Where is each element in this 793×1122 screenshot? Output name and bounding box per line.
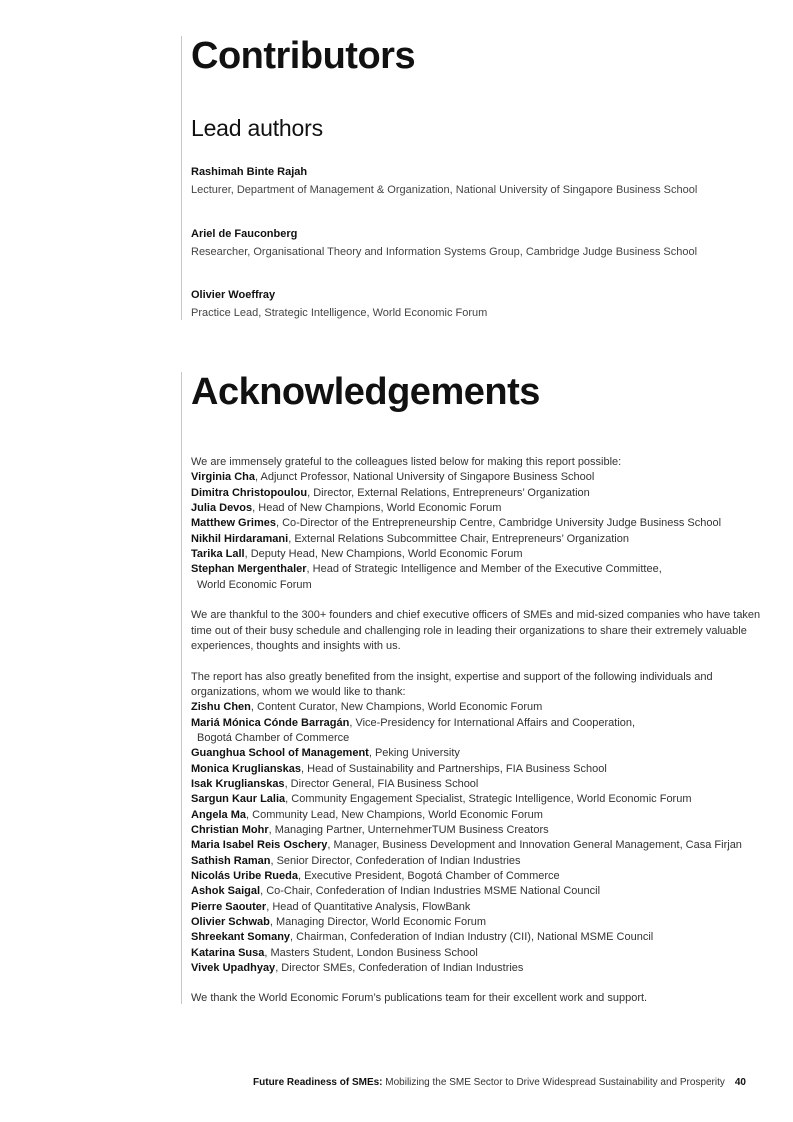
person-role: , Vice-Presidency for International Affairs and Cooperation,	[349, 716, 636, 729]
list-item	[191, 501, 781, 516]
benefit-intro-paragraph: The report has also greatly benefited from the insight, expertise and support of the following individuals and organizations, whom we would like to thank:	[191, 670, 713, 698]
footer-report-title: Future Readiness of SMEs:	[253, 1077, 383, 1088]
person-role: , Adjunct Professor, National University of Singapore Business School	[254, 471, 595, 484]
author-name: Olivier Woeffray	[191, 289, 276, 301]
person-name: Monica Kruglianskas	[191, 762, 302, 775]
founders-paragraph: We are thankful to the 300+ founders and chief executive officers of SMEs and mid-sized companies who have taken time out of their busy schedule and challenging role in leading their organizations to share their extremely valuable experiences, thoughts and insights with us.	[191, 609, 761, 652]
person-name: Olivier Schwab	[191, 915, 270, 928]
list-item	[191, 915, 781, 930]
person-name: Katarina Susa	[191, 946, 265, 959]
person-role: , Peking University	[368, 747, 460, 760]
list-item	[191, 838, 781, 853]
person-name: Maria Isabel Reis Oschery	[191, 839, 328, 852]
list-item	[191, 486, 781, 501]
list-item	[191, 700, 781, 715]
person-role: , Deputy Head, New Champions, World Economic Forum	[244, 547, 523, 560]
author-role: Lecturer, Department of Management & Organization, National University of Singapore Business School	[191, 184, 698, 196]
page-footer	[0, 1077, 746, 1088]
list-item	[191, 854, 781, 869]
page-number: 40	[734, 1077, 746, 1088]
list-item	[191, 547, 781, 562]
person-role: , Community Engagement Specialist, Strategic Intelligence, World Economic Forum	[285, 793, 692, 806]
list-item	[191, 716, 781, 747]
author-role: Practice Lead, Strategic Intelligence, World Economic Forum	[191, 307, 488, 319]
closing-paragraph: We thank the World Economic Forum’s publications team for their excellent work and support.	[191, 992, 648, 1005]
author-entry	[191, 286, 781, 322]
footer-subtitle: Mobilizing the SME Sector to Drive Widespread Sustainability and Prosperity	[382, 1077, 725, 1088]
list-item	[191, 532, 781, 547]
person-name: Zishu Chen	[191, 701, 251, 714]
person-name: Sargun Kaur Lalia	[191, 793, 286, 806]
person-name: Sathish Raman	[191, 854, 271, 867]
person-role: , Community Lead, New Champions, World Economic Forum	[246, 808, 543, 821]
person-role: , External Relations Subcommittee Chair, Entrepreneurs’ Organization	[288, 532, 629, 545]
person-role: , Director SMEs, Confederation of Indian Industries	[275, 961, 524, 974]
person-name: Julia Devos	[191, 501, 253, 514]
person-role: , Manager, Business Development and Innovation General Management, Casa Firjan	[327, 839, 742, 852]
person-role: , Executive President, Bogotá Chamber of Commerce	[297, 869, 560, 882]
person-name: Pierre Saouter	[191, 900, 267, 913]
person-role: , Chairman, Confederation of Indian Industry (CII), National MSME Council	[290, 931, 654, 944]
author-entry	[191, 225, 781, 261]
list-item	[191, 869, 781, 884]
author-name: Rashimah Binte Rajah	[191, 166, 308, 178]
person-name: Matthew Grimes	[191, 517, 276, 530]
acknowledgements-title: Acknowledgements	[191, 371, 540, 413]
person-role: , Head of New Champions, World Economic Forum	[252, 501, 502, 514]
supporters-list	[191, 700, 781, 976]
list-item	[191, 516, 781, 531]
list-item	[191, 792, 781, 807]
person-role: , Masters Student, London Business School	[264, 946, 478, 959]
list-item	[191, 808, 781, 823]
author-entry	[191, 163, 781, 199]
lead-authors-heading: Lead authors	[191, 115, 323, 141]
person-name: Nicolás Uribe Rueda	[191, 869, 298, 882]
person-name: Christian Mohr	[191, 823, 269, 836]
list-item	[191, 946, 781, 961]
acknowledgements-section	[181, 372, 762, 1004]
list-item	[191, 823, 781, 838]
person-name: Isak Kruglianskas	[191, 777, 285, 790]
person-role: , Co-Director of the Entrepreneurship Centre, Cambridge University Judge Business School	[275, 517, 722, 530]
list-item	[191, 746, 781, 761]
person-name: Tarika Lall	[191, 547, 245, 560]
person-name: Nikhil Hirdaramani	[191, 532, 289, 545]
list-item	[191, 930, 781, 945]
person-name: Mariá Mónica Cónde Barragán	[191, 716, 350, 729]
list-item	[191, 562, 781, 593]
intro-paragraph: We are immensely grateful to the colleagues listed below for making this report possible:	[191, 456, 622, 468]
person-name: Vivek Upadhyay	[191, 961, 276, 974]
person-role-continued: World Economic Forum	[197, 578, 312, 591]
person-role: , Director General, FIA Business School	[284, 777, 479, 790]
contributors-title: Contributors	[191, 35, 416, 77]
person-role: , Head of Sustainability and Partnerships, FIA Business School	[301, 762, 607, 775]
person-name: Angela Ma	[191, 808, 247, 821]
acknowledgements-body	[191, 455, 781, 1007]
person-role: , Co-Chair, Confederation of Indian Industries MSME National Council	[260, 885, 601, 898]
contributors-section	[181, 36, 762, 320]
person-name: Shreekant Somany	[191, 931, 291, 944]
author-name: Ariel de Fauconberg	[191, 228, 298, 240]
person-role: , Senior Director, Confederation of Indian Industries	[270, 854, 521, 867]
person-role: , Director, External Relations, Entrepreneurs’ Organization	[307, 486, 590, 499]
person-role: , Managing Director, World Economic Forum	[269, 915, 487, 928]
person-role-continued: Bogotá Chamber of Commerce	[197, 731, 350, 744]
person-name: Guanghua School of Management	[191, 747, 369, 760]
person-name: Stephan Mergenthaler	[191, 563, 307, 576]
person-role: , Managing Partner, UnternehmerTUM Business Creators	[268, 823, 549, 836]
person-role: , Head of Strategic Intelligence and Member of the Executive Committee,	[306, 563, 662, 576]
colleagues-list	[191, 470, 781, 593]
person-name: Virginia Cha	[191, 471, 255, 484]
person-role: , Head of Quantitative Analysis, FlowBank	[266, 900, 471, 913]
list-item	[191, 961, 781, 976]
author-role: Researcher, Organisational Theory and Information Systems Group, Cambridge Judge Business School	[191, 246, 698, 258]
list-item	[191, 762, 781, 777]
person-role: , Content Curator, New Champions, World Economic Forum	[250, 701, 543, 714]
person-name: Dimitra Christopoulou	[191, 486, 308, 499]
list-item	[191, 777, 781, 792]
person-name: Ashok Saigal	[191, 885, 261, 898]
list-item	[191, 900, 781, 915]
list-item	[191, 884, 781, 899]
list-item	[191, 470, 781, 485]
